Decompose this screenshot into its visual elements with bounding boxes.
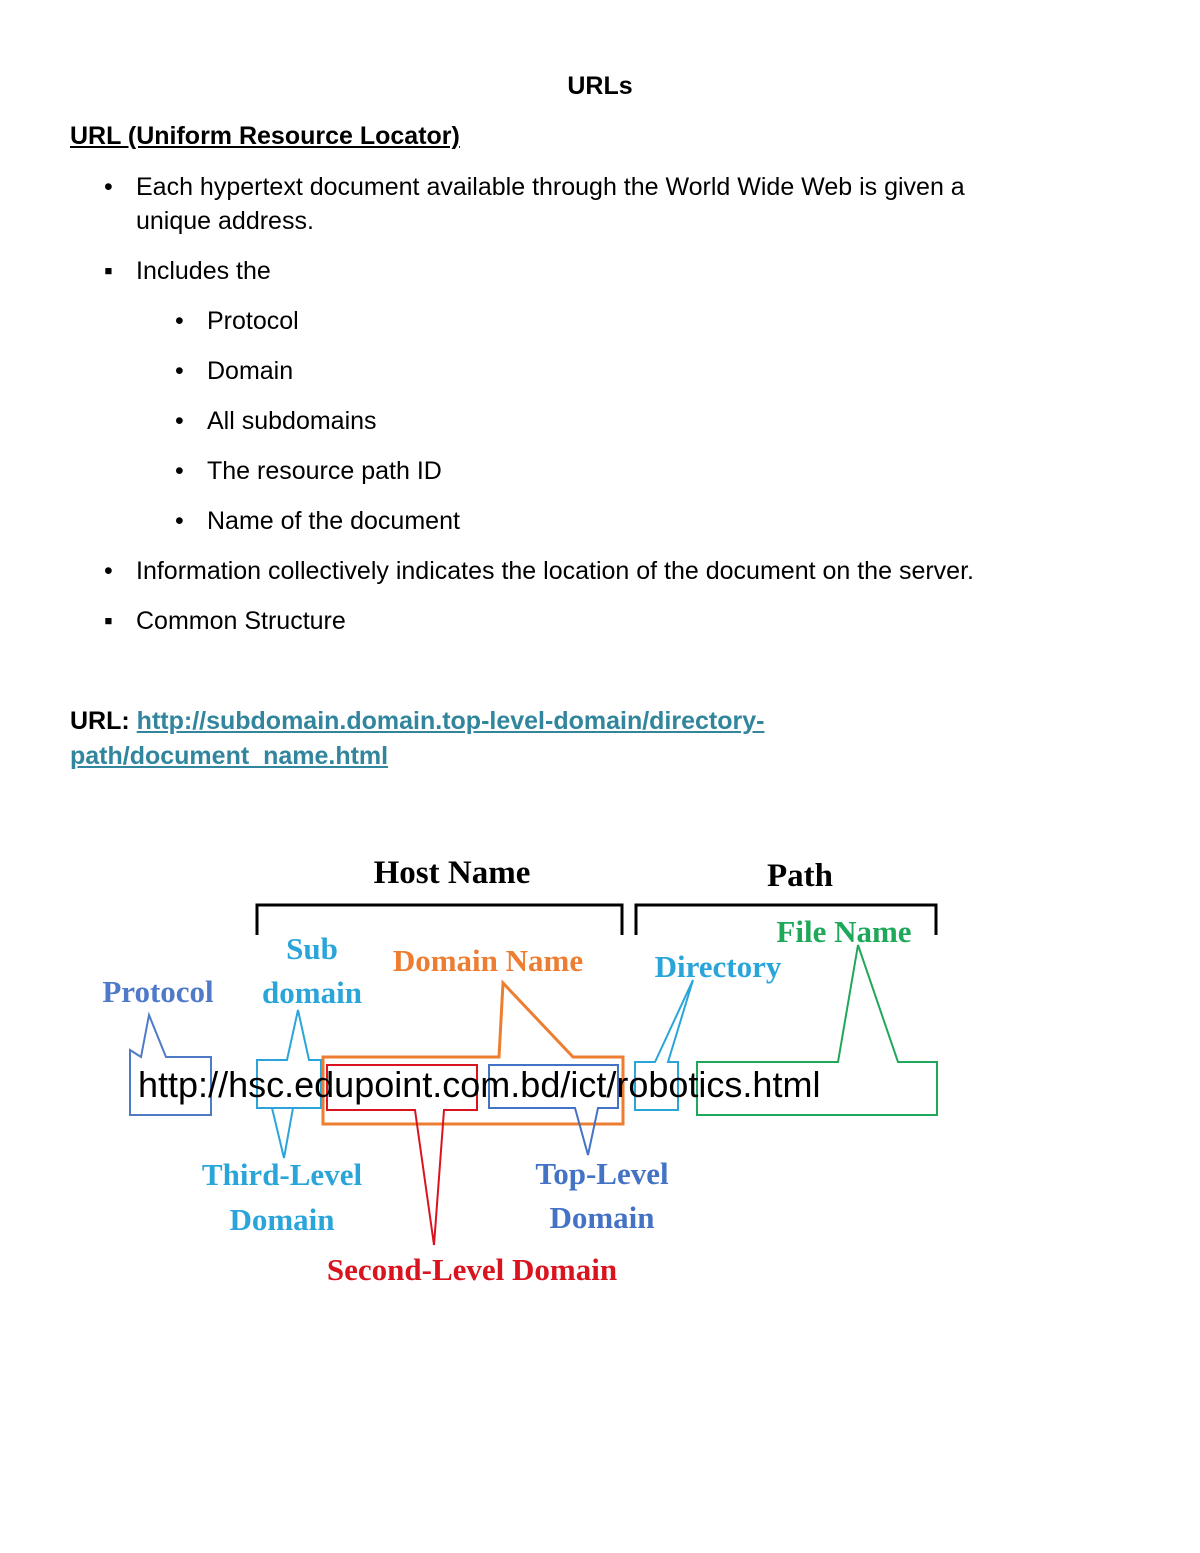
bullet-icon: • (175, 307, 184, 335)
bullet-icon: • (175, 407, 184, 435)
url-part-directory: ict (570, 1064, 607, 1105)
path-label: Path (767, 858, 833, 894)
section-heading: URL (Uniform Resource Locator) (70, 122, 460, 150)
protocol-label: Protocol (102, 974, 214, 1009)
url-link[interactable]: http://subdomain.domain.top-level-domain/directory- path/document_name.html (70, 707, 765, 770)
host-name-label: Host Name (373, 855, 531, 891)
second-level-label: Second-Level Domain (326, 1252, 618, 1287)
url-label: URL: (70, 707, 130, 735)
url-part-file: robotics.html (616, 1064, 821, 1105)
square-bullet-icon: ▪ (104, 257, 113, 285)
bullet-icon: • (175, 457, 184, 485)
url-text (138, 1064, 820, 1105)
url-part-protocol: http: (138, 1064, 209, 1105)
third-level-label-line2: Domain (229, 1202, 335, 1237)
url-part-dot: . (284, 1064, 295, 1105)
url-part-slash: / (606, 1064, 617, 1105)
bullet-icon: • (104, 173, 113, 201)
subdomain-label-line1: Sub (286, 931, 338, 966)
url-part-dot: . (432, 1064, 443, 1105)
url-part-slashes: // (208, 1064, 229, 1105)
url-part-top-level: com.bd (442, 1064, 561, 1105)
third-level-label-line1: Third-Level (201, 1157, 363, 1192)
bullet-icon: • (104, 557, 113, 585)
third-level-pointer (272, 1108, 293, 1158)
top-level-label-line2: Domain (549, 1200, 655, 1235)
bullet-icon: • (175, 507, 184, 535)
top-level-label-line1: Top-Level (535, 1156, 669, 1191)
url-part-slash: / (560, 1064, 571, 1105)
page-title: URLs (567, 72, 633, 100)
domain-name-label: Domain Name (392, 943, 584, 978)
subdomain-label-line2: domain (262, 975, 362, 1010)
url-part-second-level: edupoint (294, 1064, 433, 1105)
file-name-label: File Name (776, 914, 912, 949)
directory-label: Directory (654, 949, 782, 984)
square-bullet-icon: ▪ (104, 607, 113, 635)
bullet-icon: • (175, 357, 184, 385)
url-part-subdomain: hsc (228, 1064, 285, 1105)
